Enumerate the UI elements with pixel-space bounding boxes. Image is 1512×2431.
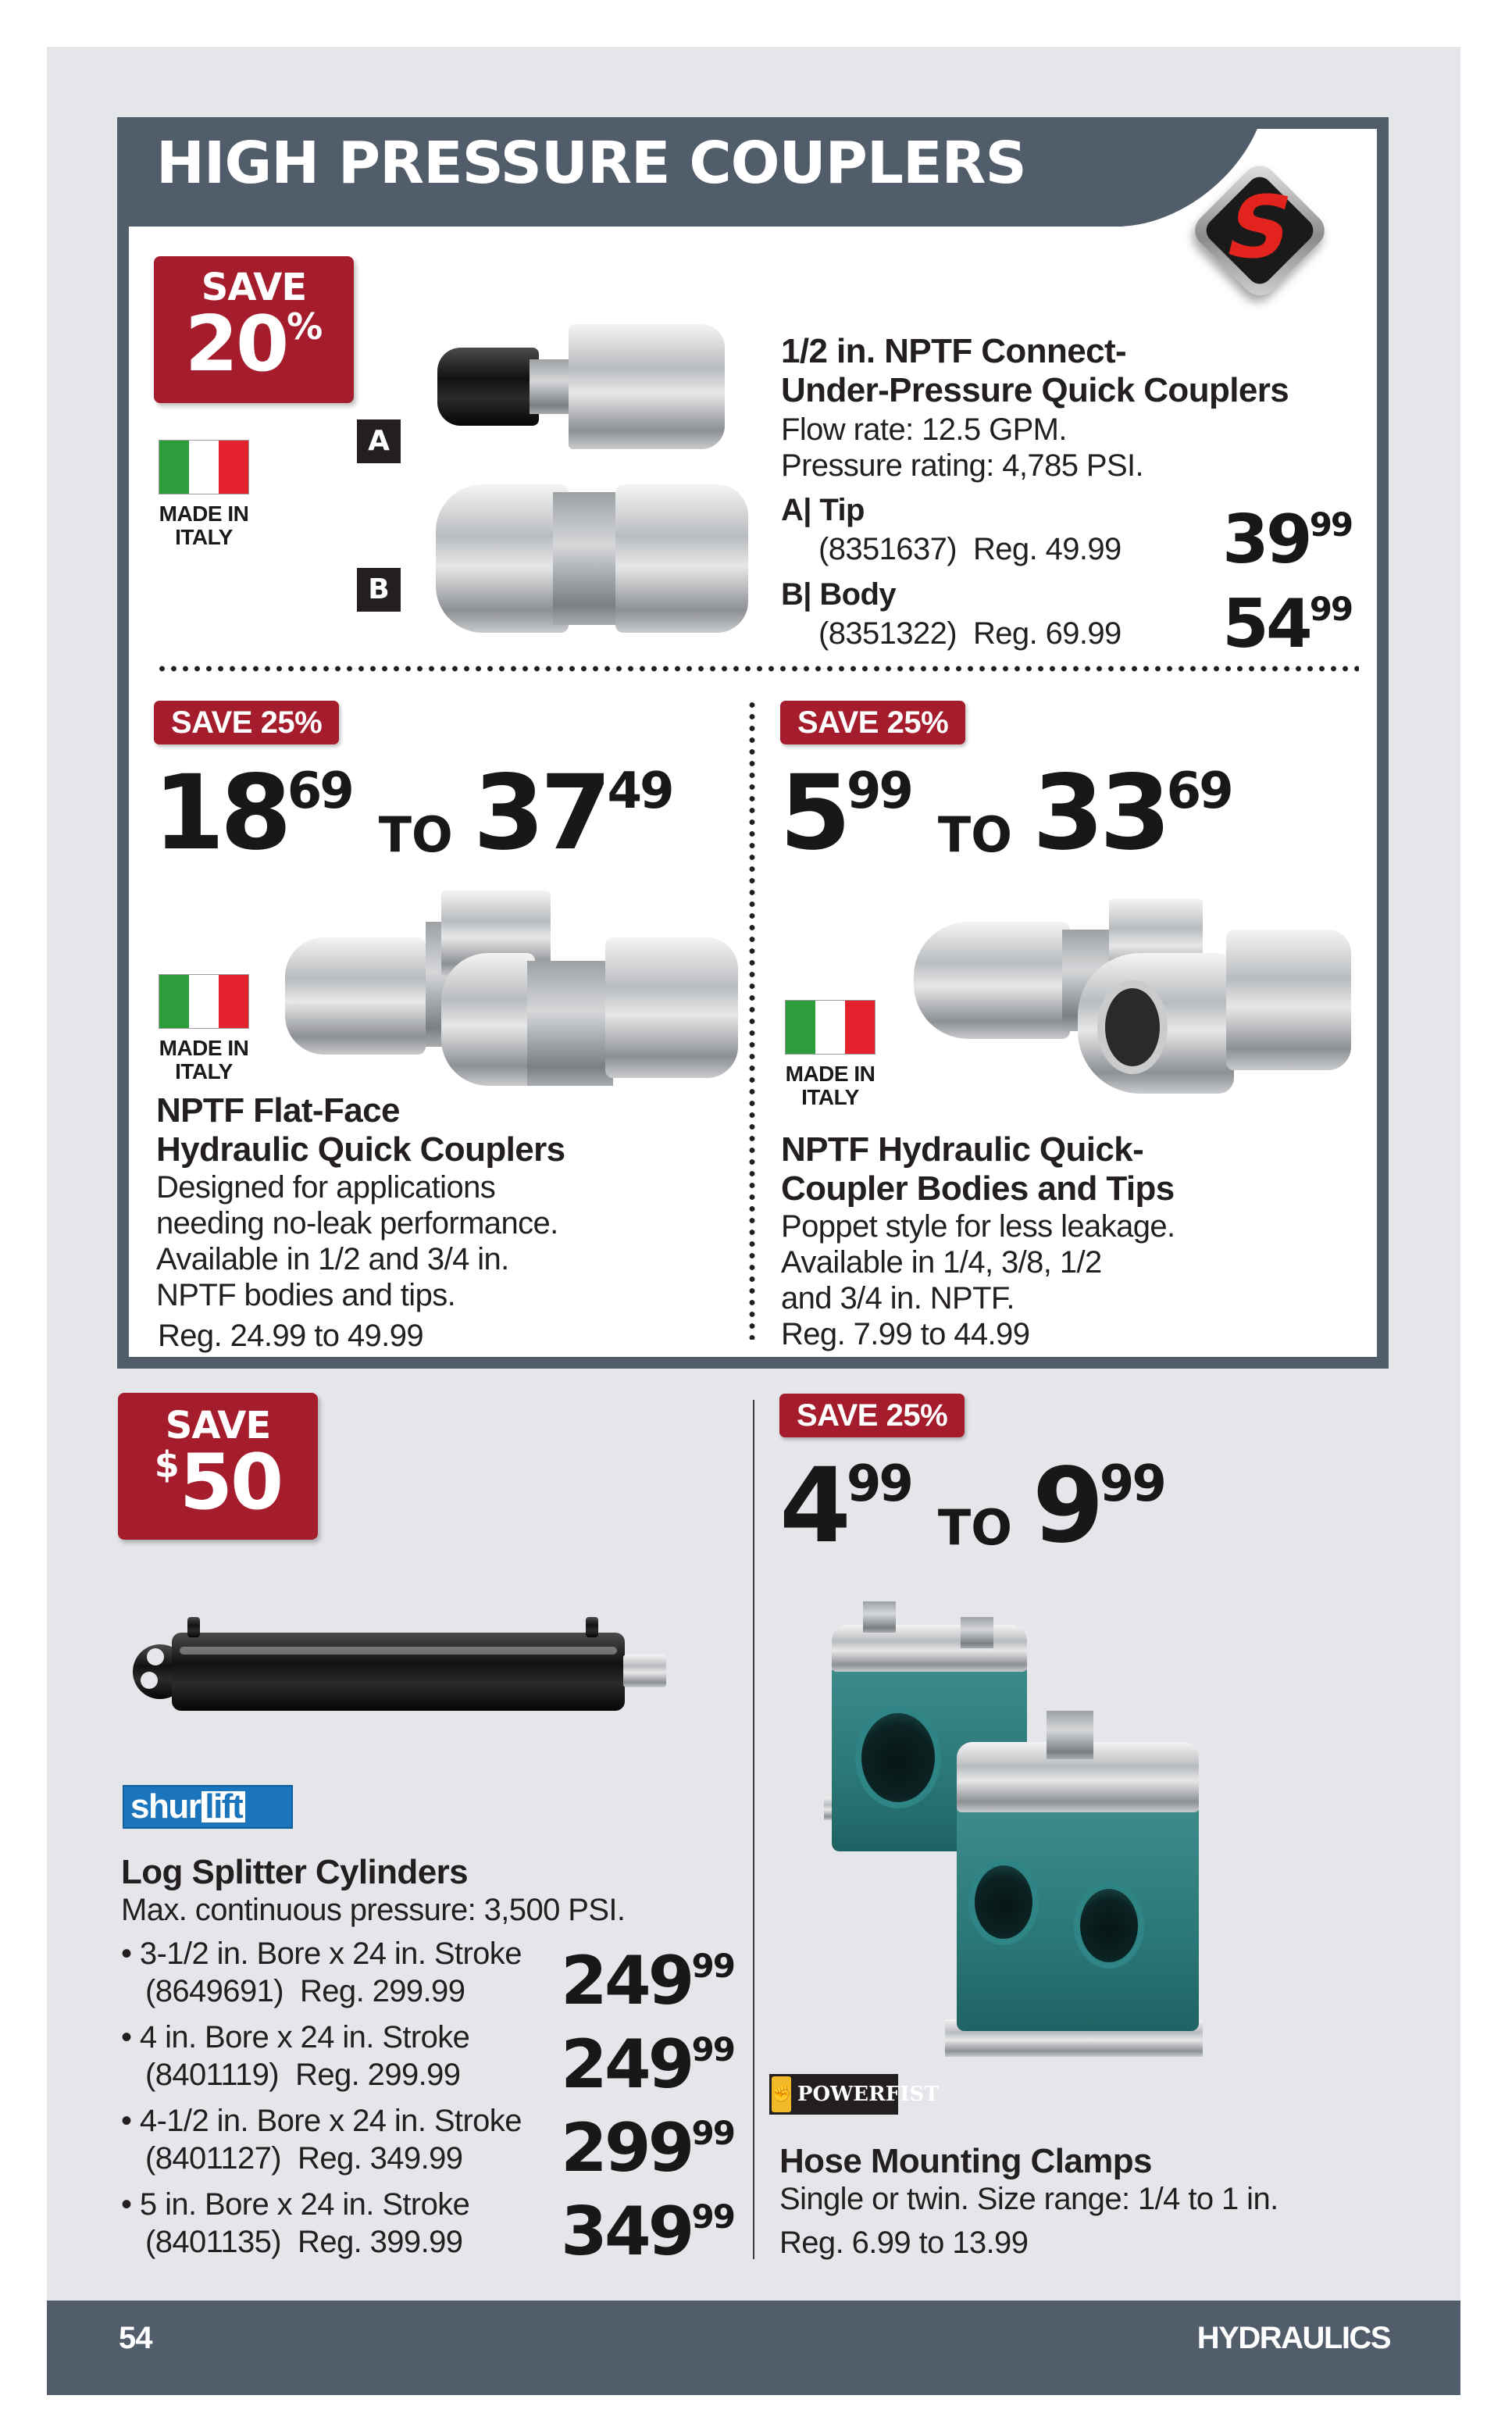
cylinder-option-name: • 4 in. Bore x 24 in. Stroke bbox=[121, 2020, 470, 2054]
variant-sku-a: (8351637) Reg. 49.99 bbox=[818, 532, 1122, 566]
cylinder-option-sku: (8401135) Reg. 399.99 bbox=[145, 2225, 463, 2259]
cylinder-option-name: • 3-1/2 in. Bore x 24 in. Stroke bbox=[121, 1937, 522, 1971]
price-range: $5^{99}TO$ $33^{69}$ bbox=[779, 753, 1232, 873]
save-25-badge: SAVE 25% bbox=[779, 1394, 965, 1437]
made-in-italy-label: MADE IN ITALY bbox=[153, 440, 255, 549]
tag-a: A bbox=[357, 419, 401, 463]
cylinder-option-sku: (8401119) Reg. 299.99 bbox=[145, 2058, 461, 2092]
cylinder-option-price: $299^{99}$ bbox=[561, 2109, 734, 2187]
save-20-badge: SAVE 20% bbox=[154, 256, 354, 403]
page-footer bbox=[47, 2301, 1460, 2395]
save-25-badge: SAVE 25% bbox=[780, 701, 965, 744]
price-range: $4^{99}TO$ $9^{99}$ bbox=[779, 1446, 1164, 1566]
cylinder-option-sku: (8649691) Reg. 299.99 bbox=[145, 1974, 465, 2008]
product-spec: Max. continuous pressure: 3,500 PSI. bbox=[121, 1893, 626, 1927]
product-spec: Single or twin. Size range: 1/4 to 1 in. bbox=[779, 2182, 1278, 2216]
product-title: NPTF Flat-Face Hydraulic Quick Couplers bbox=[156, 1091, 565, 1169]
product-spec-pressure: Pressure rating: 4,785 PSI. bbox=[781, 448, 1144, 483]
product-title: Log Splitter Cylinders bbox=[121, 1853, 468, 1891]
cylinder-option-sku: (8401127) Reg. 349.99 bbox=[145, 2141, 463, 2176]
regular-price: Reg. 6.99 to 13.99 bbox=[779, 2226, 1029, 2260]
section-title: HIGH PRESSURE COUPLERS bbox=[156, 130, 1026, 197]
variant-price-a: $39^{99}$ bbox=[1222, 501, 1353, 579]
log-splitter-cylinder-image bbox=[133, 1601, 742, 1734]
column-divider bbox=[753, 1400, 754, 2259]
cylinder-option-price: $249^{99}$ bbox=[561, 1942, 734, 2020]
page-number: 54 bbox=[119, 2321, 152, 2355]
variant-label-a: A| Tip bbox=[781, 493, 865, 527]
regular-price: Reg. 7.99 to 44.99 bbox=[781, 1317, 1030, 1351]
coupler-tip-image bbox=[428, 316, 740, 457]
product-title: 1/2 in. NPTF Connect- Under-Pressure Quick Couplers bbox=[781, 332, 1289, 409]
save-25-badge: SAVE 25% bbox=[154, 701, 339, 744]
cylinder-option-name: • 5 in. Bore x 24 in. Stroke bbox=[121, 2187, 470, 2222]
flat-face-coupler-image bbox=[277, 891, 746, 1094]
product-description: Poppet style for less leakage. Available in 1/4, 3/8, 1/2 and 3/4 in. NPTF. bbox=[781, 1209, 1175, 1315]
price-range: $18^{69}TO$ $37^{49}$ bbox=[153, 753, 672, 873]
dotted-divider-vertical bbox=[749, 699, 755, 1340]
cylinder-option-price: $249^{99}$ bbox=[561, 2026, 734, 2104]
hose-clamp-image bbox=[816, 1601, 1402, 2086]
product-spec-flow: Flow rate: 12.5 GPM. bbox=[781, 412, 1067, 447]
variant-price-b: $54^{99}$ bbox=[1222, 585, 1353, 663]
product-title: NPTF Hydraulic Quick- Coupler Bodies and Tips bbox=[781, 1130, 1175, 1208]
save-50-badge: SAVE $50 bbox=[118, 1393, 318, 1540]
quick-coupler-image bbox=[906, 898, 1359, 1101]
fist-icon: ✊ bbox=[772, 2076, 791, 2112]
diamond-s-logo-icon: S bbox=[1186, 156, 1334, 305]
variant-sku-b: (8351322) Reg. 69.99 bbox=[818, 616, 1122, 651]
shurlift-logo: shur lift bbox=[123, 1785, 293, 1829]
regular-price: Reg. 24.99 to 49.99 bbox=[158, 1319, 423, 1353]
variant-label-b: B| Body bbox=[781, 577, 896, 612]
powerfist-logo: ✊ POWERFIST bbox=[769, 2074, 898, 2115]
section-name: HYDRAULICS bbox=[1196, 2321, 1390, 2355]
italy-flag-icon bbox=[159, 440, 249, 494]
made-in-italy-label: MADE IN ITALY bbox=[779, 1000, 881, 1109]
coupler-body-image bbox=[428, 469, 756, 648]
cylinder-option-price: $349^{99}$ bbox=[561, 2193, 734, 2271]
italy-flag-icon bbox=[785, 1000, 875, 1055]
italy-flag-icon bbox=[159, 974, 249, 1029]
product-description: Designed for applications needing no-leak performance. Available in 1/2 and 3/4 in. NPTF bodies and tips. bbox=[156, 1170, 558, 1312]
tag-b: B bbox=[357, 568, 401, 612]
product-title: Hose Mounting Clamps bbox=[779, 2142, 1152, 2180]
dotted-divider-horizontal bbox=[156, 666, 1359, 672]
made-in-italy-label: MADE IN ITALY bbox=[153, 974, 255, 1083]
cylinder-option-name: • 4-1/2 in. Bore x 24 in. Stroke bbox=[121, 2104, 522, 2138]
